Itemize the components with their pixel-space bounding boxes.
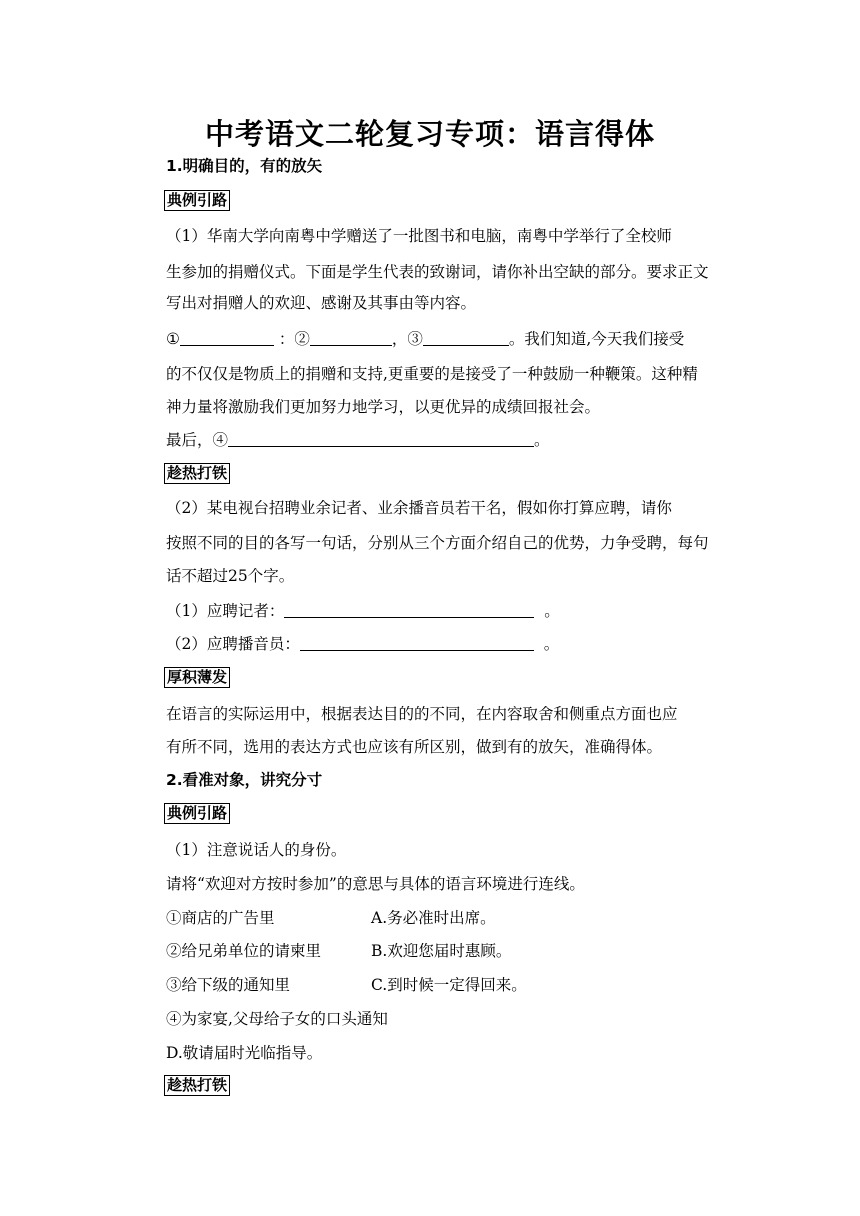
box-label-practice-2: 趁热打铁 (164, 1075, 230, 1096)
q2-item-1 (166, 601, 560, 621)
match-left-4: ④为家宴,父母给子女的口头通知 (166, 1010, 388, 1028)
match-left-2: ②给兄弟单位的请柬里 (166, 942, 322, 960)
box-label-example-2: 典例引路 (164, 803, 230, 824)
match-right-a: A.务必准时出席。 (371, 909, 496, 927)
match-right-c: C.到时候一定得回来。 (371, 976, 527, 994)
last-suffix: 。 (534, 431, 550, 449)
fill-mark-3: ，③ (391, 330, 423, 348)
match-left-1: ①商店的广告里 (166, 909, 275, 927)
fill-mark-4: 。我们知道,今天我们接受 (508, 330, 685, 348)
box-label-practice-1: 趁热打铁 (164, 463, 230, 484)
q1-line-2: 生参加的捐赠仪式。下面是学生代表的致谢词，请你补出空缺的部分。要求正文 (166, 263, 709, 281)
summary-line-1: 在语言的实际运用中，根据表达目的的不同，在内容取舍和侧重点方面也应 (166, 705, 678, 723)
q1-body-line-2: 神力量将激励我们更加努力地学习，以更优异的成绩回报社会。 (166, 398, 601, 416)
q2-line-2: 按照不同的目的各写一句话，分别从三个方面介绍自己的优势，力争受聘，每句 (166, 534, 709, 552)
s2-instruction: 请将“欢迎对方按时参加”的意思与具体的语言环境进行连线。 (166, 875, 585, 893)
blank-4[interactable] (228, 430, 534, 447)
page-title: 中考语文二轮复习专项：语言得体 (204, 117, 655, 151)
q2-line-1: （2）某电视台招聘业余记者、业余播音员若干名，假如你打算应聘，请你 (166, 499, 672, 517)
q2-item-1-end: 。 (544, 602, 560, 620)
q1-line-3: 写出对捐赠人的欢迎、感谢及其事由等内容。 (166, 294, 477, 312)
s2-q1: （1）注意说话人的身份。 (166, 841, 347, 859)
match-left-3: ③给下级的通知里 (166, 976, 291, 994)
fill-mark-2: ：② (278, 330, 310, 348)
last-prefix: 最后，④ (166, 431, 229, 449)
section1-heading: 1.明确目的，有的放矢 (166, 157, 323, 175)
blank-announcer[interactable] (300, 634, 534, 651)
q2-item-2 (166, 634, 559, 654)
blank-reporter[interactable] (284, 601, 534, 618)
fill-mark-1: ① (166, 330, 180, 348)
summary-line-2: 有所不同，选用的表达方式也应该有所区别，做到有的放矢，准确得体。 (166, 738, 663, 756)
box-label-summary: 厚积薄发 (164, 667, 230, 688)
fill-blank-line (166, 329, 684, 349)
match-right-b: B.欢迎您届时惠顾。 (371, 942, 512, 960)
last-fill-line (166, 430, 550, 450)
box-label-example-1: 典例引路 (164, 190, 230, 211)
q1-line-1: （1）华南大学向南粤中学赠送了一批图书和电脑，南粤中学举行了全校师 (166, 227, 672, 245)
blank-3[interactable] (423, 329, 509, 346)
q2-line-3: 话不超过25个字。 (166, 567, 295, 585)
q1-body-line-1: 的不仅仅是物质上的捐赠和支持,更重要的是接受了一种鼓励一种鞭策。这种精 (166, 365, 698, 383)
q2-item-2-label: （2）应聘播音员： (166, 635, 300, 653)
q2-item-1-label: （1）应聘记者： (166, 602, 285, 620)
blank-1[interactable] (180, 329, 274, 346)
section2-heading: 2.看准对象，讲究分寸 (166, 771, 323, 789)
blank-2[interactable] (310, 329, 392, 346)
q2-item-2-end: 。 (543, 635, 560, 653)
match-right-d: D.敬请届时光临指导。 (166, 1044, 323, 1062)
